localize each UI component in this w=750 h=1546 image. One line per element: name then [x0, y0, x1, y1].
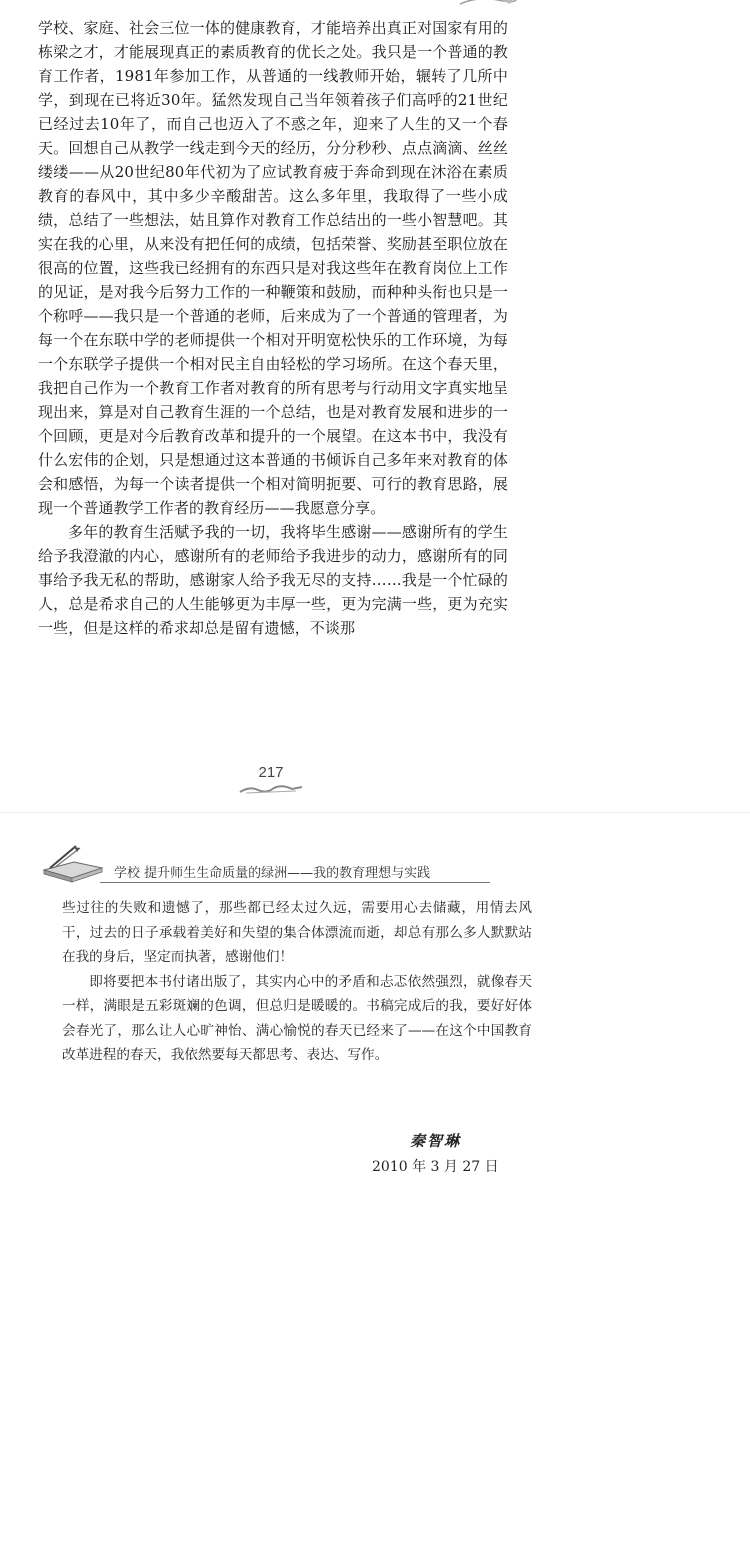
top-ornament-icon: [458, 0, 518, 8]
paragraph: 多年的教育生活赋予我的一切，我将毕生感谢——感谢所有的学生给予我澄澈的内心，感谢所有的老师给予我进步的动力，感谢所有的同事给予我无私的帮助，感谢家人给予我无尽的支持……我是一个忙碌的人，总是希求自己的人生能够更为丰厚一些，更为完满一些，更为充实一些，但是这样的希求却总是留有遗憾，不谈那: [38, 523, 508, 637]
page-divider: [0, 812, 750, 813]
body-text-upper: [38, 16, 508, 640]
body-text-lower: [62, 896, 532, 1068]
page-number-swash-icon: [236, 783, 306, 795]
paragraph: 些过往的失败和遗憾了，那些都已经太过久远，需要用心去储藏，用情去风干，过去的日子承载着美好和失望的集合体漂流而逝，却总有那么多人默默站在我的身后，坚定而执著，感谢他们！: [62, 900, 532, 965]
paragraph: 即将要把本书付诸出版了，其实内心中的矛盾和忐忑依然强烈，就像春天一样，满眼是五彩斑斓的色调，但总归是暖暖的。书稿完成后的我，要好好体会春光了，那么让人心旷神怡、满心愉悦的春天已经来了——在这个中国教育改革进程的春天，我依然要每天都思考、表达、写作。: [62, 973, 532, 1063]
header-rule: [100, 882, 490, 883]
paragraph: 学校、家庭、社会三位一体的健康教育，才能培养出真正对国家有用的栋梁之才，才能展现真正的素质教育的优长之处。我只是一个普通的教育工作者，1981年参加工作，从普通的一线教师开始，辗转了几所中学，到现在已将近30年。猛然发现自己当年领着孩子们高呼的21世纪已经过去10年了，而自己也迈入了不惑之年，迎来了人生的又一个春天。回想自己从教学一线走到今天的经历，分分秒秒、点点滴滴、丝丝缕缕——从20世纪80年代初为了应试教育疲于奔命到现在沐浴在素质教育的春风中，其中多少辛酸甜苦。这么多年里，我取得了一些小成绩，总结了一些想法，姑且算作对教育工作总结出的一些小智慧吧。其实在我的心里，从来没有把任何的成绩，包括荣誉、奖励甚至职位放在很高的位置，这些我已经拥有的东西只是对我这些年在教育岗位上工作的见证，是对我今后努力工作的一种鞭策和鼓励，而种种头衔也只是一个称呼——我只是一个普通的老师，后来成为了一个普通的管理者，为每一个在东联中学的老师提供一个相对开明宽松快乐的工作环境，为每一个东联学子提供一个相对民主自由轻松的学习场所。在这个春天里，我把自己作为一个教育工作者对教育的所有思考与行动用文字真实地呈现出来，算是对自己教育生涯的一个总结，也是对教育发展和进步的一个回顾，更是对今后教育改革和提升的一个展望。在这本书中，我没有什么宏伟的企划，只是想通过这本普通的书倾诉自己多年来对教育的体会和感悟，为每一个读者提供一个相对简明扼要、可行的教育思路，展现一个普通教学工作者的教育经历——我愿意分享。: [38, 19, 508, 517]
page-number: 217: [258, 764, 284, 781]
running-header: [40, 840, 540, 886]
page-218: [0, 830, 750, 1546]
signature-date: 2010 年 3 月 27 日: [372, 1159, 499, 1175]
book-pen-icon: [40, 844, 106, 884]
header-title: 学校 提升师生生命质量的绿洲——我的教育理想与实践: [114, 866, 431, 881]
author-signature: 秦智琳: [410, 1132, 462, 1150]
